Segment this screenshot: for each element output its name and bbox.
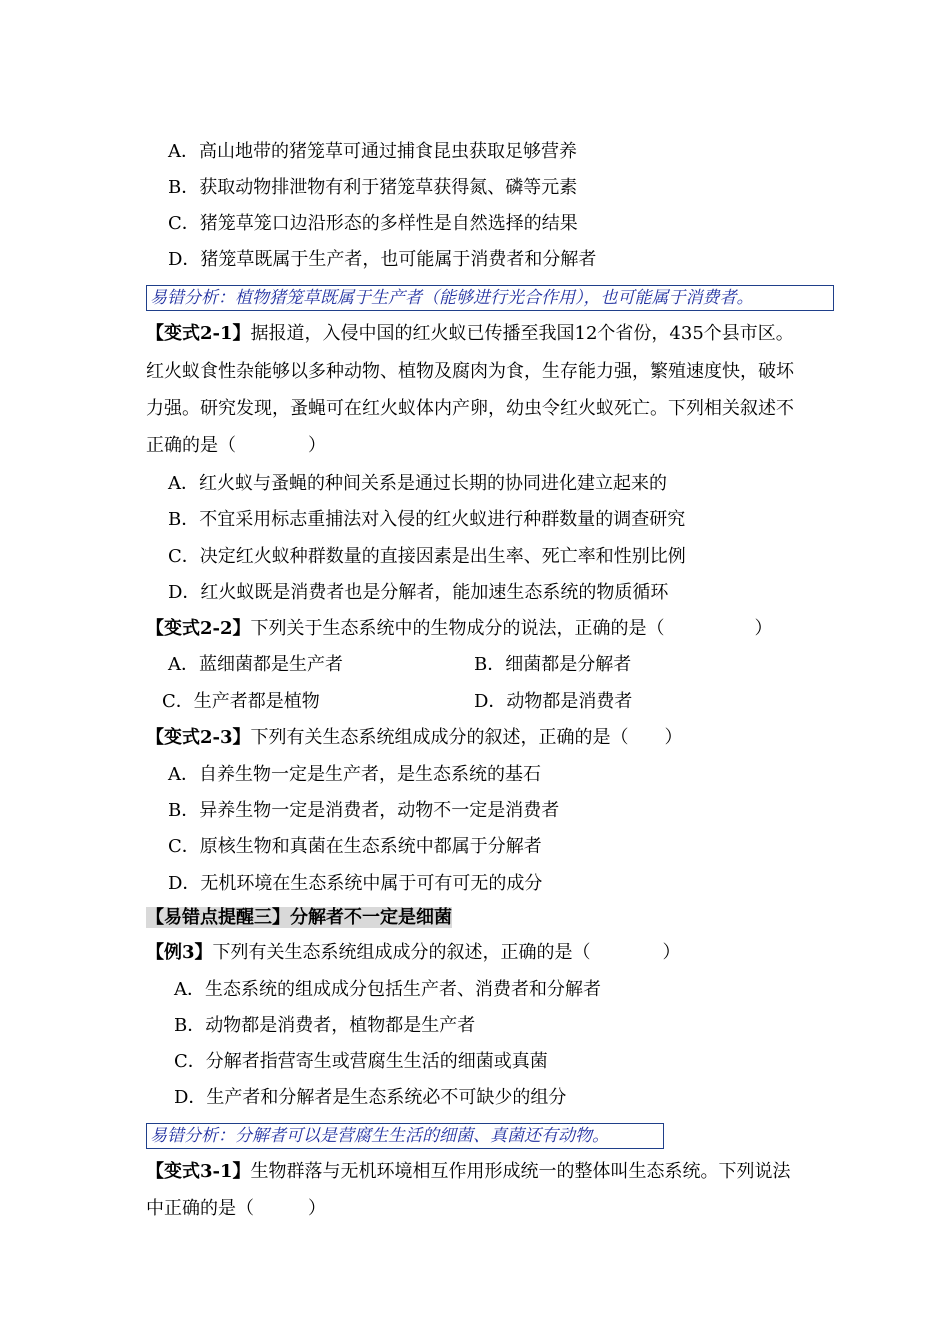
variant-2-3-option-d: D．无机环境在生态系统中属于可有可无的成分 — [168, 873, 543, 894]
example-3-stem — [146, 941, 681, 965]
variant-2-3-option-a: A．自养生物一定是生产者，是生态系统的基石 — [168, 764, 541, 785]
error-tip-3-text: 【易错点提醒三】分解者不一定是细菌 — [146, 907, 452, 928]
error-analysis-note-2: 易错分析：分解者可以是营腐生生活的细菌、真菌还有动物。 — [146, 1123, 664, 1149]
variant-2-1-option-c: C．决定红火蚁种群数量的直接因素是出生率、死亡率和性别比例 — [168, 546, 686, 567]
error-tip-3-heading — [146, 906, 452, 930]
example-3-option-a: A．生态系统的组成成分包括生产者、消费者和分解者 — [174, 979, 601, 1000]
option-d: D．猪笼草既属于生产者，也可能属于消费者和分解者 — [168, 249, 597, 270]
variant-3-1-label: 【变式3-1】 — [146, 1161, 251, 1182]
variant-2-1-label: 【变式2-1】 — [146, 323, 251, 344]
variant-2-2-option-b: B．细菌都是分解者 — [474, 654, 632, 675]
variant-2-1-line-3: 力强。研究发现，蚤蝇可在红火蚁体内产卵，幼虫令红火蚁死亡。下列相关叙述不 — [146, 398, 794, 419]
variant-2-3-label: 【变式2-3】 — [146, 727, 251, 748]
variant-2-3-option-b: B．异养生物一定是消费者，动物不一定是消费者 — [168, 800, 560, 821]
variant-2-1-line-4: 正确的是（ ） — [146, 435, 326, 456]
variant-2-2-label: 【变式2-2】 — [146, 618, 251, 639]
option-c: C．猪笼草笼口边沿形态的多样性是自然选择的结果 — [168, 213, 578, 234]
variant-2-1-option-d: D．红火蚁既是消费者也是分解者，能加速生态系统的物质循环 — [168, 582, 669, 603]
variant-2-2-option-a: A．蓝细菌都是生产者 — [168, 654, 343, 675]
example-3-option-c: C．分解者指营寄生或营腐生生活的细菌或真菌 — [174, 1051, 548, 1072]
variant-2-1-option-b: B．不宜采用标志重捕法对入侵的红火蚁进行种群数量的调查研究 — [168, 509, 686, 530]
variant-3-1-text-1: 生物群落与无机环境相互作用形成统一的整体叫生态系统。下列说法 — [250, 1161, 791, 1182]
variant-2-2-option-c: C．生产者都是植物 — [162, 691, 320, 712]
example-3-text: 下列有关生态系统组成成分的叙述，正确的是（ ） — [212, 942, 681, 963]
variant-2-1-line-1 — [146, 322, 794, 346]
option-a: A．高山地带的猪笼草可通过捕食昆虫获取足够营养 — [168, 141, 577, 162]
example-3-option-d: D．生产者和分解者是生态系统必不可缺少的组分 — [174, 1087, 567, 1108]
variant-2-2-stem — [146, 617, 773, 641]
variant-2-1-text-1: 据报道，入侵中国的红火蚁已传播至我国12个省份，435个县市区。 — [250, 323, 794, 344]
variant-3-1-line-2: 中正确的是（ ） — [146, 1198, 326, 1219]
example-3-label: 【例3】 — [146, 942, 213, 963]
variant-3-1-line-1 — [146, 1160, 791, 1184]
option-b: B．获取动物排泄物有利于猪笼草获得氮、磷等元素 — [168, 177, 578, 198]
variant-2-2-text: 下列关于生态系统中的生物成分的说法，正确的是（ ） — [250, 618, 773, 639]
variant-2-3-option-c: C．原核生物和真菌在生态系统中都属于分解者 — [168, 836, 542, 857]
variant-2-1-line-2: 红火蚁食性杂能够以多种动物、植物及腐肉为食，生存能力强，繁殖速度快，破坏 — [146, 361, 794, 382]
variant-2-1-option-a: A．红火蚁与蚤蝇的种间关系是通过长期的协同进化建立起来的 — [168, 473, 667, 494]
variant-2-3-stem — [146, 726, 683, 750]
variant-2-3-text: 下列有关生态系统组成成分的叙述，正确的是（ ） — [250, 727, 683, 748]
error-analysis-note-1: 易错分析：植物猪笼草既属于生产者（能够进行光合作用），也可能属于消费者。 — [146, 285, 834, 311]
variant-2-2-option-d: D．动物都是消费者 — [474, 691, 633, 712]
example-3-option-b: B．动物都是消费者，植物都是生产者 — [174, 1015, 476, 1036]
